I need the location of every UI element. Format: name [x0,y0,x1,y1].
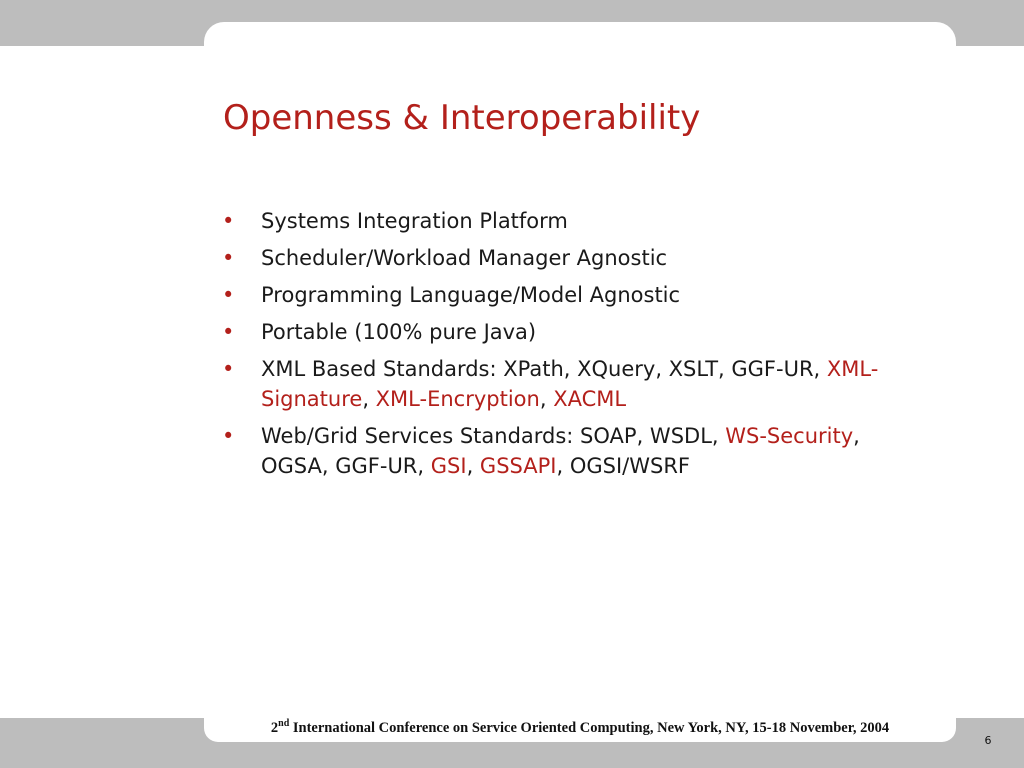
bullet-text-segment: , OGSA, GGF-UR, [261,424,860,478]
bullet-list [222,206,922,488]
bullet-item [222,280,922,310]
bullet-text [261,246,667,270]
bullet-item [222,354,922,414]
bullet-text [261,283,680,307]
highlighted-term: GSI [430,454,467,478]
page-number: 6 [984,734,992,747]
bullet-dot-icon: • [222,283,235,307]
bullet-text-segment: , OGSI/WSRF [556,454,690,478]
bullet-text-segment: Portable (100% pure Java) [261,320,537,344]
highlighted-term: XML-Signature [261,357,879,411]
bullet-text-segment: XML Based Standards: XPath, XQuery, XSLT, GGF-UR, [261,357,827,381]
footer-ordinal-number: 2 [270,719,279,736]
bullet-item [222,421,922,481]
highlighted-term: XACML [553,387,627,411]
bullet-text-segment: Systems Integration Platform [261,209,568,233]
bullet-text [261,424,860,478]
bullet-dot-icon: • [222,424,235,448]
highlighted-term: XML-Encryption [375,387,540,411]
bullet-text [261,320,536,344]
footer-text: International Conference on Service Oriented Computing, New York, NY, 15-18 November, 2004 [289,719,890,736]
bullet-text-segment: Programming Language/Model Agnostic [261,283,681,307]
bullet-dot-icon: • [222,320,235,344]
footer-conference-text [204,718,956,737]
bullet-text [261,209,568,233]
bullet-text-segment: , [539,387,554,411]
top-decorative-tab [204,22,956,62]
footer-ordinal-suffix: nd [278,718,290,729]
slide-title: Openness & Interoperability [223,98,701,138]
bullet-item [222,206,922,236]
highlighted-term: GSSAPI [479,454,557,478]
bullet-dot-icon: • [222,357,235,381]
bullet-text-segment: Web/Grid Services Standards: SOAP, WSDL, [261,424,726,448]
bullet-text-segment: Scheduler/Workload Manager Agnostic [261,246,668,270]
highlighted-term: WS-Security [725,424,854,448]
bullet-item [222,243,922,273]
bullet-text-segment: , [466,454,480,478]
bullet-dot-icon: • [222,209,235,233]
bullet-text [261,357,878,411]
bullet-dot-icon: • [222,246,235,270]
bullet-text-segment: , [362,387,376,411]
bullet-item [222,317,922,347]
